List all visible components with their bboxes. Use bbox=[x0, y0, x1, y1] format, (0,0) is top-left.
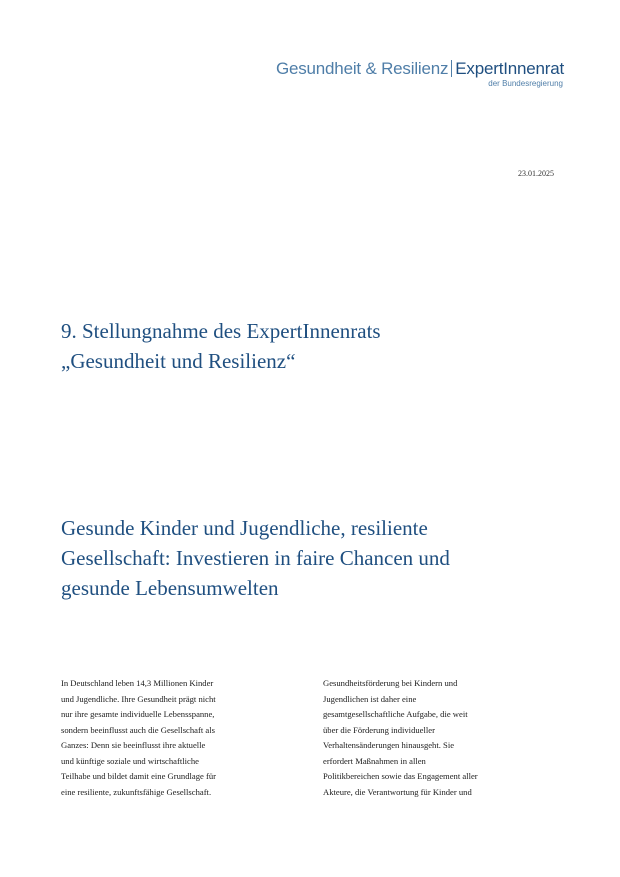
logo-council-name: ExpertInnenrat bbox=[455, 59, 564, 78]
body-line: gesamtgesellschaftliche Aufgabe, die weit bbox=[323, 709, 468, 719]
body-line: In Deutschland leben 14,3 Millionen Kinder bbox=[61, 678, 214, 688]
body-line: Gesundheitsförderung bei Kindern und bbox=[323, 678, 458, 688]
body-column-right bbox=[323, 676, 563, 800]
body-line: erfordert Maßnahmen in allen bbox=[323, 755, 426, 766]
body-line: und künftige soziale und wirtschaftliche bbox=[61, 755, 199, 766]
statement-title bbox=[61, 316, 381, 376]
body-line: über die Förderung individueller bbox=[323, 724, 435, 735]
logo-divider bbox=[451, 60, 452, 77]
body-line: Jugendlichen ist daher eine bbox=[323, 693, 417, 704]
body-line: Akteure, die Verantwortung für Kinder und bbox=[323, 786, 472, 797]
body-column-left bbox=[61, 676, 299, 800]
body-line: Teilhabe und bildet damit eine Grundlage für bbox=[61, 771, 216, 781]
body-line: eine resiliente, zukunftsfähige Gesellschaft. bbox=[61, 786, 212, 797]
body-line: Verhaltensänderungen hinausgeht. Sie bbox=[323, 740, 455, 750]
document-date: 23.01.2025 bbox=[518, 169, 554, 178]
body-line: Ganzes: Denn sie beeinflusst ihre aktuelle bbox=[61, 740, 206, 750]
statement-subject-line: Gesellschaft: Investieren in faire Chancen und bbox=[61, 546, 450, 570]
statement-subject bbox=[61, 513, 571, 603]
header-logo bbox=[276, 59, 564, 89]
logo-program-name: Gesundheit & Resilienz bbox=[275, 59, 449, 78]
logo-wordmark bbox=[276, 59, 564, 79]
logo-subtitle: der Bundesregierung bbox=[488, 79, 563, 88]
statement-subject-line: gesunde Lebensumwelten bbox=[61, 576, 279, 600]
statement-title-line: „Gesundheit und Resilienz“ bbox=[61, 349, 296, 373]
body-line: sondern beeinflusst auch die Gesellschaft als bbox=[61, 724, 215, 735]
body-line: Politikbereichen sowie das Engagement aller bbox=[323, 771, 478, 781]
statement-subject-line: Gesunde Kinder und Jugendliche, resiliente bbox=[61, 516, 428, 540]
body-line: nur ihre gesamte individuelle Lebensspanne, bbox=[61, 709, 215, 719]
body-line: und Jugendliche. Ihre Gesundheit prägt nicht bbox=[61, 693, 216, 704]
statement-title-line: 9. Stellungnahme des ExpertInnenrats bbox=[61, 319, 381, 343]
